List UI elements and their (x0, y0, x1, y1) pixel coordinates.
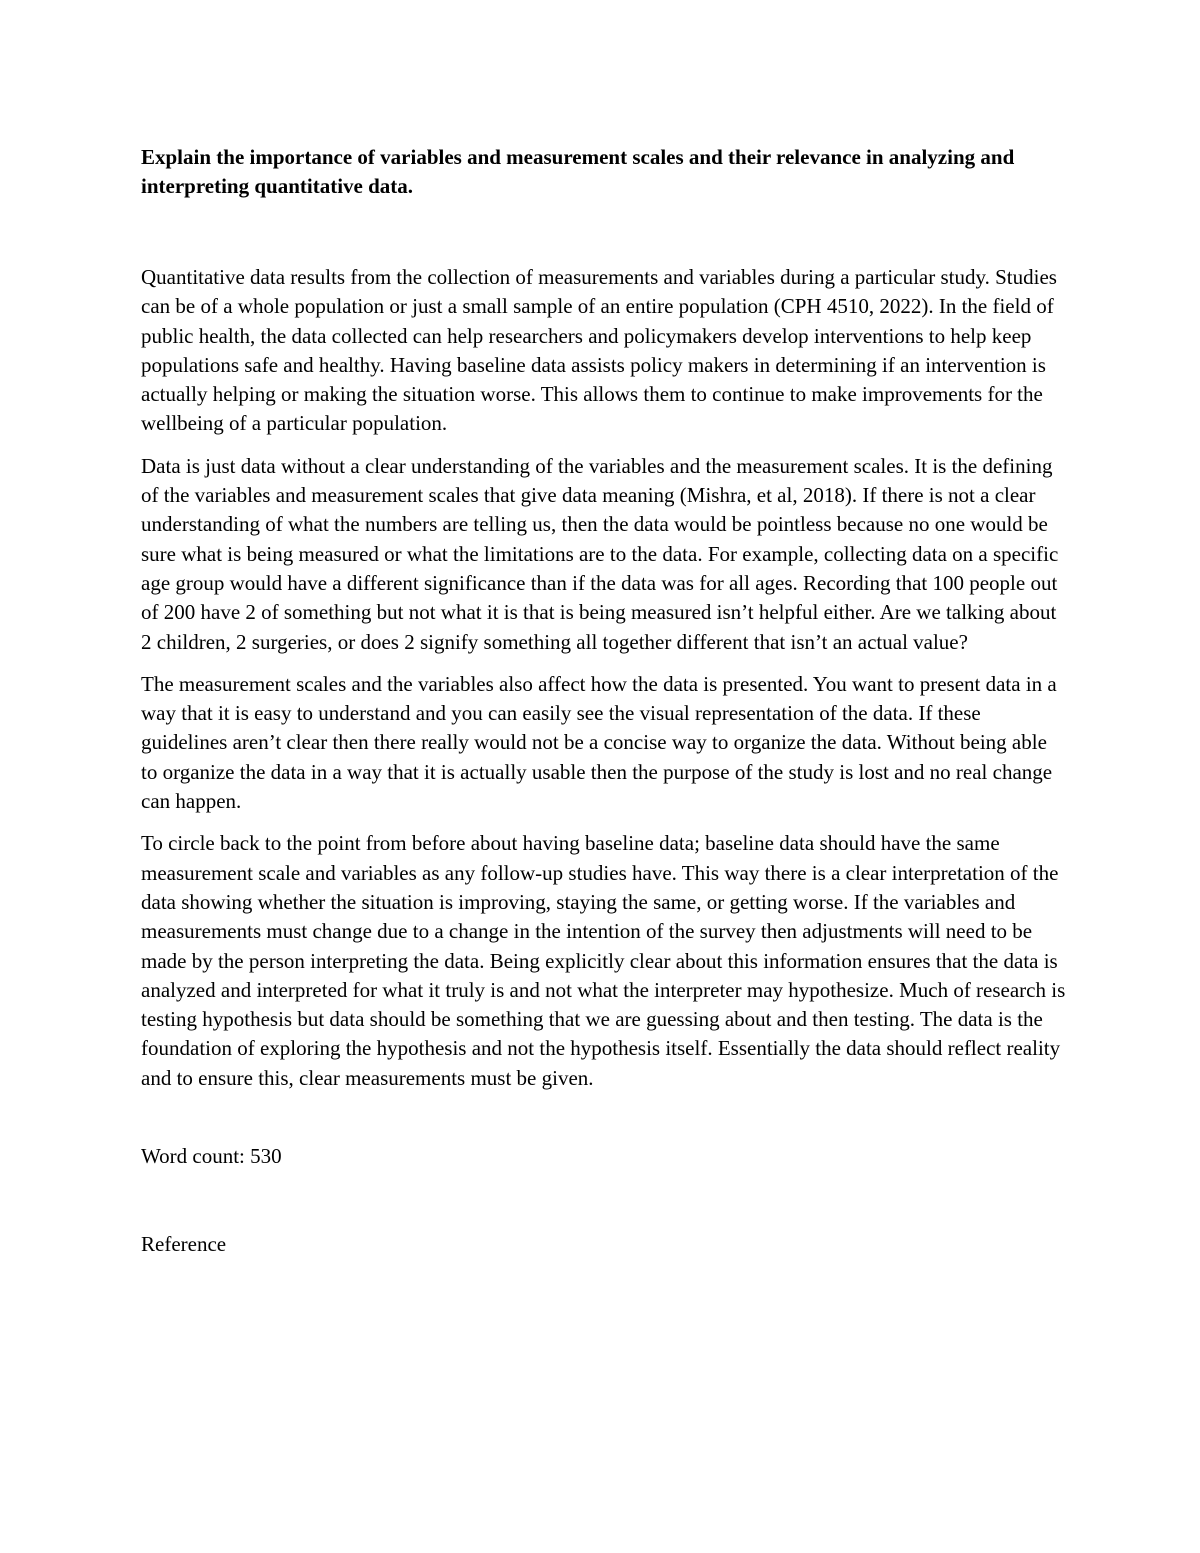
document-title: Explain the importance of variables and measurement scales and their relevance in analyzing and interpreting quantitative data. (141, 145, 1015, 198)
body-paragraph-4: To circle back to the point from before about having baseline data; baseline data should have the same measurement scale and variables as any follow-up studies have. This way there is a clear interpretation of the data showing whether the situation is improving, staying the same, or getting worse. If the variables and measurements must change due to a change in the intention of the survey then adjustments will need to be made by the person interpreting the data. Being explicitly clear about this information ensures that the data is analyzed and interpreted for what it truly is and not what the interpreter may hypothesize. Much of research is testing hypothesis but data should be something that we are guessing about and then testing. The data is the foundation of exploring the hypothesis and not the hypothesis itself. Essentially the data should reflect reality and to ensure this, clear measurements must be given. (141, 831, 1066, 1090)
body-paragraph-2: Data is just data without a clear understanding of the variables and the measurement scales. It is the defining of the variables and measurement scales that give data meaning (Mishra, et al, 2018). If there is not a clear understanding of what the numbers are telling us, then the data would be pointless because no one would be sure what is being measured or what the limitations are to the data. For example, collecting data on a specific age group would have a different significance than if the data was for all ages. Recording that 100 people out of 200 have 2 of something but not what it is that is being measured isn’t helpful either. Are we talking about 2 children, 2 surgeries, or does 2 signify something all together different that isn’t an actual value? (141, 453, 1059, 654)
body-paragraph-3: The measurement scales and the variables also affect how the data is presented. You want to present data in a way that it is easy to understand and you can easily see the visual representation of the data. If these guidelines aren’t clear then there really would not be a concise way to organize the data. Without being able to organize the data in a way that it is actually usable then the purpose of the study is lost and no real change can happen. (141, 671, 1057, 814)
document-body (141, 143, 1066, 1259)
reference-heading: Reference (141, 1232, 227, 1257)
word-count: Word count: 530 (141, 1144, 282, 1169)
body-paragraph-1: Quantitative data results from the collection of measurements and variables during a particular study. Studies can be of a whole population or just a small sample of an entire population (CPH 4510, 2022). In the field of public health, the data collected can help researchers and policymakers develop interventions to help keep populations safe and healthy. Having baseline data assists policy makers in determining if an intervention is actually helping or making the situation worse. This allows them to continue to make improvements for the wellbeing of a particular population. (141, 265, 1057, 436)
